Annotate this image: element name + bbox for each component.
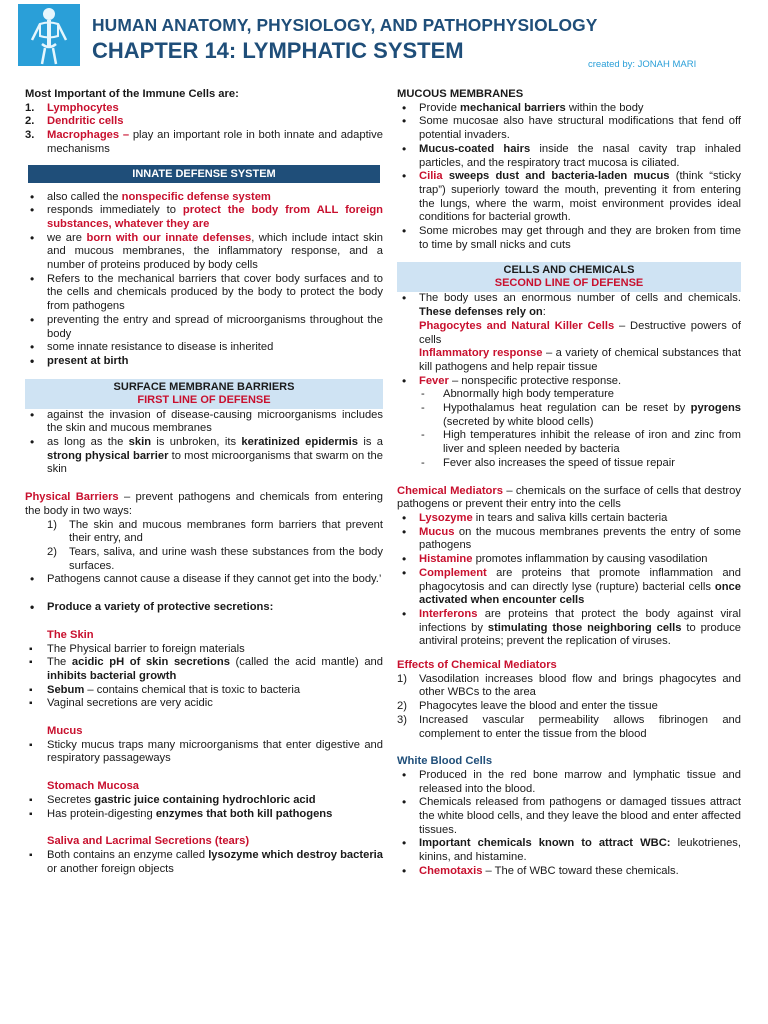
list-item: • Chemotaxis – The of WBC toward these chemicals.	[397, 865, 741, 879]
skin-list	[25, 643, 383, 712]
document-subject-title: HUMAN ANATOMY, PHYSIOLOGY, AND PATHOPHYSIOLOGY	[92, 15, 598, 35]
list-item: • preventing the entry and spread of microorganisms throughout the body	[25, 314, 383, 341]
list-item: • present at birth	[25, 355, 383, 369]
mucus-heading: Mucus	[47, 725, 83, 738]
list-item: • some innate resistance to disease is inherited	[25, 341, 383, 355]
chapter-title: CHAPTER 14: LYMPHATIC SYSTEM	[92, 38, 464, 63]
list-item: • we are born with our innate defenses, which include intact skin and mucous membranes, the inflammatory response, and a number of proteins produced by body cells	[25, 232, 383, 273]
list-item: - High temperatures inhibit the release of iron and zinc from liver and spleen needed by bacteria	[419, 429, 741, 456]
innate-defense-list	[25, 191, 383, 369]
innate-defense-banner: INNATE DEFENSE SYSTEM	[28, 165, 380, 183]
banner-subtitle: FIRST LINE OF DEFENSE	[137, 393, 271, 406]
surface-barriers-list	[25, 409, 383, 478]
list-item: 1. Lymphocytes	[25, 101, 119, 114]
list-item: ▪ The acidic pH of skin secretions (called the acid mantle) and inhibits bacterial growth	[25, 656, 383, 683]
list-item: 1) The skin and mucous membranes form barriers that prevent their entry, and	[47, 518, 383, 545]
immune-cells-intro: Most Important of the Immune Cells are:	[25, 88, 239, 100]
list-item: - Fever also increases the speed of tissue repair	[419, 457, 741, 471]
physical-barriers-paragraph: Physical Barriers – prevent pathogens and chemicals from entering the body in two ways:	[25, 491, 383, 517]
chemical-mediators-list	[397, 512, 741, 649]
mucous-membranes-heading: MUCOUS MEMBRANES	[397, 88, 524, 100]
list-item: ▪ Sebum – contains chemical that is toxic to bacteria	[25, 684, 383, 698]
list-item: 2. Dendritic cells	[25, 115, 124, 128]
list-item: 2) Tears, saliva, and urine wash these substances from the body surfaces.	[47, 545, 383, 572]
list-item: • Interferons are proteins that protect the body against viral infections by stimulating those neighboring cells to produce antiviral proteins; prevent the replication of viruses.	[397, 608, 741, 649]
list-item: 2) Phagocytes leave the blood and enter the tissue	[397, 700, 658, 713]
list-item: • Chemicals released from pathogens or damaged tissues attract the white blood cells, and they leave the blood and enter affected tissues.	[397, 796, 741, 837]
immune-cells-list	[25, 102, 383, 157]
skeleton-xray-icon	[18, 4, 80, 66]
list-item: • Important chemicals known to attract WBC: leukotrienes, kinins, and histamine.	[397, 837, 741, 864]
list-item: 1) Vasodilation increases blood flow and brings phagocytes and other WBCs to the area	[397, 672, 741, 699]
list-item: • Some microbes may get through and they are broken from time to time by small nicks and cuts	[397, 225, 741, 252]
list-item: ▪ Has protein-digesting enzymes that both kill pathogens	[25, 808, 383, 822]
list-item: 3) Increased vascular permeability allows fibrinogen and complement to enter the tissue from the blood	[397, 713, 741, 740]
list-item: • Provide mechanical barriers within the body	[397, 102, 741, 116]
fever-list	[419, 388, 741, 470]
inflammatory-line: Inflammatory response – a variety of chemical substances that kill pathogens and help repair tissue	[419, 347, 741, 373]
list-item: • Lysozyme in tears and saliva kills certain bacteria	[397, 512, 741, 526]
physical-barriers-list	[25, 519, 383, 574]
mucous-membranes-list	[397, 102, 741, 253]
banner-subtitle: SECOND LINE OF DEFENSE	[494, 277, 644, 290]
list-item: • Pathogens cannot cause a disease if they cannot get into the body.’	[25, 573, 383, 587]
stomach-mucosa-list	[25, 794, 383, 821]
effects-list	[397, 673, 741, 742]
wbc-heading: White Blood Cells	[397, 755, 493, 768]
wbc-list	[397, 769, 741, 879]
pathogen-note-list	[25, 573, 383, 587]
list-item: • Cilia sweeps dust and bacteria-laden mucus (think “sticky trap”) superiorly toward the mouth, preventing it from entering the lungs, where the warm, moist environment provides ideal conditions for bacterial growth.	[397, 170, 741, 225]
list-item: ▪ Secretes gastric juice containing hydrochloric acid	[25, 794, 383, 808]
list-item: • also called the nonspecific defense system	[25, 191, 383, 205]
list-item: • Produce a variety of protective secretions:	[25, 601, 383, 615]
mucus-list	[25, 739, 383, 766]
surface-barriers-banner	[25, 379, 383, 409]
list-item: • Some mucosae also have structural modifications that fend off potential invaders.	[397, 115, 741, 142]
chemical-mediators-paragraph: Chemical Mediators – chemicals on the surface of cells that destroy pathogens or prevent their entry into the cells	[397, 484, 741, 511]
list-item: • Refers to the mechanical barriers that cover body surfaces and to the cells and chemicals produced by the body to protect the body from pathogens	[25, 273, 383, 314]
author-credit: created by: JONAH MARI	[588, 59, 697, 70]
list-item: • against the invasion of disease-causing microorganisms includes the skin and mucous membranes	[25, 409, 383, 436]
stomach-mucosa-heading: Stomach Mucosa	[47, 780, 140, 793]
banner-title: SURFACE MEMBRANE BARRIERS	[113, 380, 295, 393]
second-line-list	[397, 292, 741, 470]
skin-heading: The Skin	[47, 628, 94, 641]
list-item: - Hypothalamus heat regulation can be reset by pyrogens (secreted by white blood cells)	[419, 402, 741, 429]
list-item: 3. Macrophages – play an important role in both innate and adaptive mechanisms	[25, 129, 383, 155]
list-item: • Mucus on the mucous membranes prevents the entry of some pathogens	[397, 526, 741, 553]
effects-heading: Effects of Chemical Mediators	[397, 659, 557, 672]
list-item: • The body uses an enormous number of cells and chemicals. These defenses rely on: Phagocytes and Natural Killer Cells – Destructive powers of cells Inflammatory response – a variety of chemical substances that kill pathogens and help repair tissue	[397, 292, 741, 374]
list-item: • Histamine promotes inflammation by causing vasodilation	[397, 553, 741, 567]
list-item: • as long as the skin is unbroken, its keratinized epidermis is a strong physical barrier to most microorganisms that swarm on the skin	[25, 436, 383, 477]
list-item: • responds immediately to protect the body from ALL foreign substances, whatever they are	[25, 204, 383, 231]
banner-title: CELLS AND CHEMICALS	[503, 264, 635, 277]
saliva-tears-heading: Saliva and Lacrimal Secretions (tears)	[47, 835, 250, 848]
left-column	[25, 88, 383, 876]
list-item: • Produced in the red bone marrow and lymphatic tissue and released into the blood.	[397, 769, 741, 796]
list-item: ▪ The Physical barrier to foreign materials	[25, 643, 383, 657]
cells-chemicals-banner	[397, 262, 741, 292]
list-item: - Abnormally high body temperature	[419, 388, 741, 402]
phagocytes-line: Phagocytes and Natural Killer Cells – Destructive powers of cells	[419, 319, 741, 346]
right-column	[397, 88, 741, 879]
list-item: • Complement are proteins that promote inflammation and phagocytosis and can directly lyse (rupture) bacterial cells once activated when encounter cells	[397, 567, 741, 608]
list-item: • Mucus-coated hairs inside the nasal cavity trap inhaled particles, and the respiratory tract mucosa is ciliated.	[397, 143, 741, 170]
list-item: • Fever – nonspecific protective response. - Abnormally high body temperature - Hypothalamus heat regulation can be reset by pyrogens (secreted by white blood cells) - High temperatures inhibit the release of iron and zinc from liver and spleen needed by bacteria - Fever also increases the speed of tissue repair	[397, 375, 741, 471]
saliva-tears-list	[25, 849, 383, 876]
list-item: ▪ Vaginal secretions are very acidic	[25, 697, 383, 711]
list-item: ▪ Sticky mucus traps many microorganisms that enter digestive and respiratory passageways	[25, 739, 383, 766]
list-item: ▪ Both contains an enzyme called lysozyme which destroy bacteria or another foreign objects	[25, 849, 383, 876]
secretions-heading-list	[25, 601, 383, 615]
